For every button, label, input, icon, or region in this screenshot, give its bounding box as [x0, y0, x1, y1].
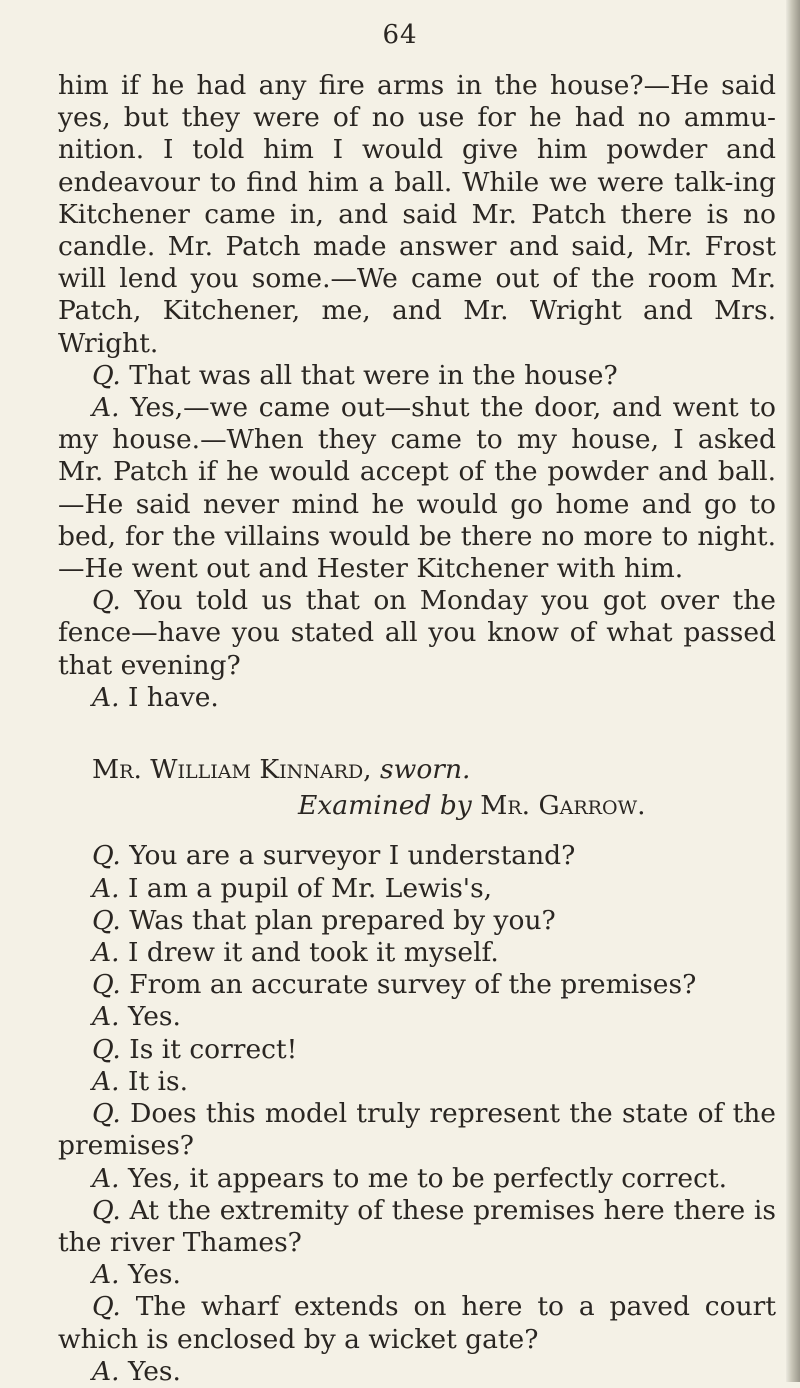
qa-label: A. [92, 1162, 120, 1194]
qa-label: Q. [92, 1291, 121, 1323]
qa-line [58, 1066, 776, 1098]
qa-line [58, 840, 776, 872]
qa-text: From an accurate survey of the premises? [129, 969, 697, 1001]
page-edge-shadow [786, 0, 800, 1382]
qa-text: I drew it and took it myself. [128, 937, 499, 969]
qa-text: Does this model truly represent the state of the premises? [58, 1098, 776, 1162]
spacer [58, 822, 776, 840]
qa-line [58, 392, 776, 585]
examined-by-line [58, 790, 776, 822]
sworn-label: sworn. [380, 754, 471, 786]
qa-label: Q. [92, 840, 121, 872]
page-number: 64 [382, 20, 418, 50]
qa-text: You are a surveyor I understand? [129, 840, 576, 872]
qa-text: The wharf extends on here to a paved court which is enclosed by a wicket gate? [58, 1291, 776, 1355]
qa-label: A. [92, 1259, 120, 1291]
qa-line [58, 1098, 776, 1162]
qa-line [58, 1195, 776, 1259]
qa-label: Q. [92, 904, 121, 936]
qa-label: Q. [92, 1098, 121, 1130]
qa-label: A. [92, 1001, 120, 1033]
qa-line [58, 682, 776, 714]
qa-line [58, 937, 776, 969]
qa-line [58, 1034, 776, 1066]
qa-label: A. [92, 1355, 120, 1387]
qa-label: Q. [92, 1194, 121, 1226]
qa-block-2 [58, 840, 776, 1387]
opening-paragraph: him if he had any fire arms in the house?—He said yes, but they were of no use for he had no ammu-nition. I told him I would give him powder and endeavour to find him a ball. While we were talk-ing Kitchener came in, and said Mr. Patch there is no candle. Mr. Patch made answer and said, Mr. Frost will lend you some.—We came out of the room Mr. Patch, Kitchener, me, and Mr. Wright and Mrs. Wright. [58, 70, 776, 359]
qa-text: Was that plan prepared by you? [129, 904, 556, 936]
qa-line [58, 1259, 776, 1291]
qa-text: That was all that were in the house? [129, 359, 618, 391]
witness-heading [58, 754, 776, 786]
qa-text: Yes, it appears to me to be perfectly correct. [128, 1162, 728, 1194]
qa-text: I am a pupil of Mr. Lewis's, [128, 872, 493, 904]
qa-text: It is. [128, 1065, 189, 1097]
qa-text: You told us that on Monday you got over the fence—have you stated all you know of what passed that evening? [58, 585, 776, 681]
qa-text: I have. [128, 681, 219, 713]
qa-label: Q. [92, 359, 121, 391]
qa-label: A. [92, 937, 120, 969]
qa-label: A. [92, 872, 120, 904]
qa-label: A. [92, 681, 120, 713]
qa-line [58, 969, 776, 1001]
qa-line [58, 905, 776, 937]
witness-name: Mr. William Kinnard, [92, 754, 372, 786]
qa-line [58, 1291, 776, 1355]
qa-line [58, 1356, 776, 1388]
examiner-name: Mr. Garrow. [480, 790, 646, 822]
qa-label: Q. [92, 1033, 121, 1065]
qa-label: Q. [92, 969, 121, 1001]
qa-line [58, 1163, 776, 1195]
qa-text: At the extremity of these premises here there is the river Thames? [58, 1194, 776, 1258]
qa-line [58, 585, 776, 682]
qa-text: Is it correct! [129, 1033, 298, 1065]
qa-label: A. [92, 1065, 120, 1097]
examined-label: Examined by [298, 790, 472, 822]
page-body [58, 70, 776, 1388]
qa-block-1 [58, 360, 776, 714]
qa-line [58, 360, 776, 392]
qa-text: Yes,—we came out—shut the door, and went to my house.—When they came to my house, I asked Mr. Patch if he would accept of the powder and ball. —He said never mind he would go home and go to bed, for the villains would be there no more to night. —He went out and Hester Kitchener with him. [58, 392, 776, 585]
qa-text: Yes. [128, 1001, 181, 1033]
qa-label: Q. [92, 585, 121, 617]
qa-line [58, 873, 776, 905]
qa-text: Yes. [128, 1259, 181, 1291]
qa-text: Yes. [128, 1355, 181, 1387]
qa-label: A. [92, 392, 120, 424]
qa-line [58, 1001, 776, 1033]
